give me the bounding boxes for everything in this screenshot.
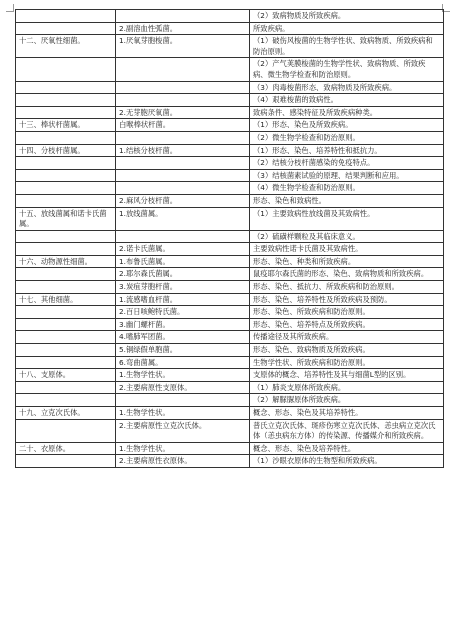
- unit-cell: 十五、放线菌属和诺卡氏菌属。: [16, 207, 116, 230]
- content-cell: （1）主要致病性放线菌及其致病性。: [250, 207, 444, 230]
- subunit-cell: 2.诺卡氏菌属。: [116, 243, 250, 256]
- content-cell: （1）形态、染色及所致疾病。: [250, 119, 444, 132]
- subunit-cell: [116, 131, 250, 144]
- unit-cell: [16, 455, 116, 468]
- content-cell: 概念、形态、染色及培养特性。: [250, 442, 444, 455]
- content-cell: 支原体的概念、培养特性及其与细菌L型的区别。: [250, 369, 444, 382]
- unit-cell: [16, 22, 116, 35]
- content-cell: 形态、染色、所致疾病和防治原则。: [250, 306, 444, 319]
- content-cell: 传播途径及其所致疾病。: [250, 331, 444, 344]
- unit-cell: 十六、动物源性细菌。: [16, 255, 116, 268]
- content-cell: 形态、染色、培养特性及所致疾病及预防。: [250, 293, 444, 306]
- content-cell: （2）结核分枝杆菌感染的免疫特点。: [250, 157, 444, 170]
- subunit-cell: [116, 230, 250, 243]
- content-cell: （2）致病物质及所致疾病。: [250, 10, 444, 23]
- table-row: [16, 369, 444, 382]
- content-cell: （3）肉毒梭菌形态、致病物质及所致疾病。: [250, 81, 444, 94]
- subunit-cell: [116, 81, 250, 94]
- table-row: [16, 35, 444, 58]
- unit-cell: [16, 318, 116, 331]
- unit-cell: [16, 94, 116, 107]
- content-cell: （1）形态、染色、培养特性和抵抗力。: [250, 144, 444, 157]
- unit-cell: [16, 58, 116, 81]
- unit-cell: [16, 194, 116, 207]
- unit-cell: 十三、棒状杆菌属。: [16, 119, 116, 132]
- content-cell: 鼠疫耶尔森氏菌的形态、染色、致病物质和所致疾病。: [250, 268, 444, 281]
- table-row: [16, 268, 444, 281]
- unit-cell: [16, 157, 116, 170]
- subunit-cell: 2.耶尔森氏菌属。: [116, 268, 250, 281]
- table-row: [16, 381, 444, 394]
- table-row: [16, 58, 444, 81]
- subunit-cell: [116, 169, 250, 182]
- table-row: [16, 243, 444, 256]
- unit-cell: [16, 106, 116, 119]
- content-cell: （1）肺炎支原体所致疾病。: [250, 381, 444, 394]
- content-cell: 形态、染色、种类和所致疾病。: [250, 255, 444, 268]
- content-cell: 生物学性状、所致疾病和防治原则。: [250, 356, 444, 369]
- table-row: [16, 281, 444, 294]
- table-row: [16, 455, 444, 468]
- table-row: [16, 94, 444, 107]
- table-row: [16, 407, 444, 420]
- content-cell: 主要致病性诺卡氏菌及其致病性。: [250, 243, 444, 256]
- subunit-cell: [116, 394, 250, 407]
- table-row: [16, 394, 444, 407]
- subunit-cell: 1.生物学性状。: [116, 369, 250, 382]
- table-row: [16, 182, 444, 195]
- unit-cell: 十二、厌氧性细菌。: [16, 35, 116, 58]
- syllabus-table: [15, 9, 444, 468]
- table-row: [16, 169, 444, 182]
- content-cell: 概念、形态、染色及其培养特性。: [250, 407, 444, 420]
- subunit-cell: 4.嗜肺军团菌。: [116, 331, 250, 344]
- subunit-cell: 白喉棒状杆菌。: [116, 119, 250, 132]
- syllabus-table-body: [16, 10, 444, 468]
- unit-cell: 十七、其他细菌。: [16, 293, 116, 306]
- content-cell: （1）破伤风梭菌的生物学性状、致病物质、所致疾病和防治原则。: [250, 35, 444, 58]
- table-row: [16, 194, 444, 207]
- subunit-cell: 2.主要病原性支原体。: [116, 381, 250, 394]
- unit-cell: [16, 356, 116, 369]
- unit-cell: 二十、衣原体。: [16, 442, 116, 455]
- subunit-cell: 1.流感嗜血杆菌。: [116, 293, 250, 306]
- subunit-cell: 6.弯曲菌属。: [116, 356, 250, 369]
- table-row: [16, 230, 444, 243]
- table-row: [16, 207, 444, 230]
- content-cell: 普氏立克次氏体、斑疹伤寒立克次氏体、恙虫病立克次氏体（恙虫病东方体）的传染源、传播媒介和所致疾病。: [250, 419, 444, 442]
- subunit-cell: 3.幽门螺杆菌。: [116, 318, 250, 331]
- content-cell: 致病条件、感染特征及所致疾病种类。: [250, 106, 444, 119]
- subunit-cell: 1.生物学性状。: [116, 442, 250, 455]
- unit-cell: 十四、分枝杆菌属。: [16, 144, 116, 157]
- subunit-cell: 1.厌氧芽胞梭菌。: [116, 35, 250, 58]
- table-row: [16, 356, 444, 369]
- subunit-cell: 2.副溶血性弧菌。: [116, 22, 250, 35]
- content-cell: （2）硫磺样颗粒及其临床意义。: [250, 230, 444, 243]
- table-row: [16, 306, 444, 319]
- subunit-cell: 1.生物学性状。: [116, 407, 250, 420]
- subunit-cell: 2.无芽胞厌氧菌。: [116, 106, 250, 119]
- table-row: [16, 157, 444, 170]
- subunit-cell: 1.布鲁氏菌属。: [116, 255, 250, 268]
- unit-cell: [16, 394, 116, 407]
- content-cell: （2）产气荚膜梭菌的生物学性状、致病物质、所致疾病、微生物学检查和防治原则。: [250, 58, 444, 81]
- table-row: [16, 131, 444, 144]
- content-cell: （4）艰难梭菌的致病性。: [250, 94, 444, 107]
- subunit-cell: 3.炭疽芽胞杆菌。: [116, 281, 250, 294]
- content-cell: 形态、染色、培养特点及所致疾病。: [250, 318, 444, 331]
- unit-cell: [16, 131, 116, 144]
- table-row: [16, 293, 444, 306]
- content-cell: 形态、染色、抵抗力、所致疾病和防治原则。: [250, 281, 444, 294]
- unit-cell: [16, 281, 116, 294]
- content-cell: 形态、染色、致病物质及所致疾病。: [250, 344, 444, 357]
- subunit-cell: 2.百日咳鲍特氏菌。: [116, 306, 250, 319]
- unit-cell: [16, 243, 116, 256]
- content-cell: （3）结核菌素试验的原理、结果判断和应用。: [250, 169, 444, 182]
- table-row: [16, 119, 444, 132]
- table-row: [16, 144, 444, 157]
- subunit-cell: [116, 94, 250, 107]
- table-row: [16, 10, 444, 23]
- table-row: [16, 419, 444, 442]
- unit-cell: [16, 230, 116, 243]
- unit-cell: [16, 419, 116, 442]
- subunit-cell: [116, 10, 250, 23]
- subunit-cell: 1.结核分枝杆菌。: [116, 144, 250, 157]
- page-corner-mark-left: [6, 4, 14, 12]
- unit-cell: [16, 182, 116, 195]
- subunit-cell: [116, 157, 250, 170]
- unit-cell: [16, 381, 116, 394]
- content-cell: 所致疾病。: [250, 22, 444, 35]
- table-row: [16, 344, 444, 357]
- unit-cell: [16, 344, 116, 357]
- table-row: [16, 442, 444, 455]
- subunit-cell: 2.主要病原性立克次氏体。: [116, 419, 250, 442]
- unit-cell: [16, 268, 116, 281]
- table-row: [16, 106, 444, 119]
- unit-cell: [16, 169, 116, 182]
- content-cell: （2）微生物学检查和防治原则。: [250, 131, 444, 144]
- subunit-cell: [116, 58, 250, 81]
- subunit-cell: 1.放线菌属。: [116, 207, 250, 230]
- subunit-cell: 2.主要病原性衣原体。: [116, 455, 250, 468]
- table-row: [16, 318, 444, 331]
- subunit-cell: 2.麻风分枝杆菌。: [116, 194, 250, 207]
- content-cell: （4）微生物学检查和防治原则。: [250, 182, 444, 195]
- unit-cell: 十八、支原体。: [16, 369, 116, 382]
- content-cell: （1）沙眼衣原体的生物型和所致疾病。: [250, 455, 444, 468]
- subunit-cell: 5.铜绿假单胞菌。: [116, 344, 250, 357]
- unit-cell: [16, 306, 116, 319]
- unit-cell: [16, 10, 116, 23]
- table-row: [16, 255, 444, 268]
- unit-cell: 十九、立克次氏体。: [16, 407, 116, 420]
- content-cell: （2）解脲脲原体所致疾病。: [250, 394, 444, 407]
- unit-cell: [16, 81, 116, 94]
- content-cell: 形态、染色和致病性。: [250, 194, 444, 207]
- unit-cell: [16, 331, 116, 344]
- table-row: [16, 81, 444, 94]
- table-row: [16, 22, 444, 35]
- table-row: [16, 331, 444, 344]
- subunit-cell: [116, 182, 250, 195]
